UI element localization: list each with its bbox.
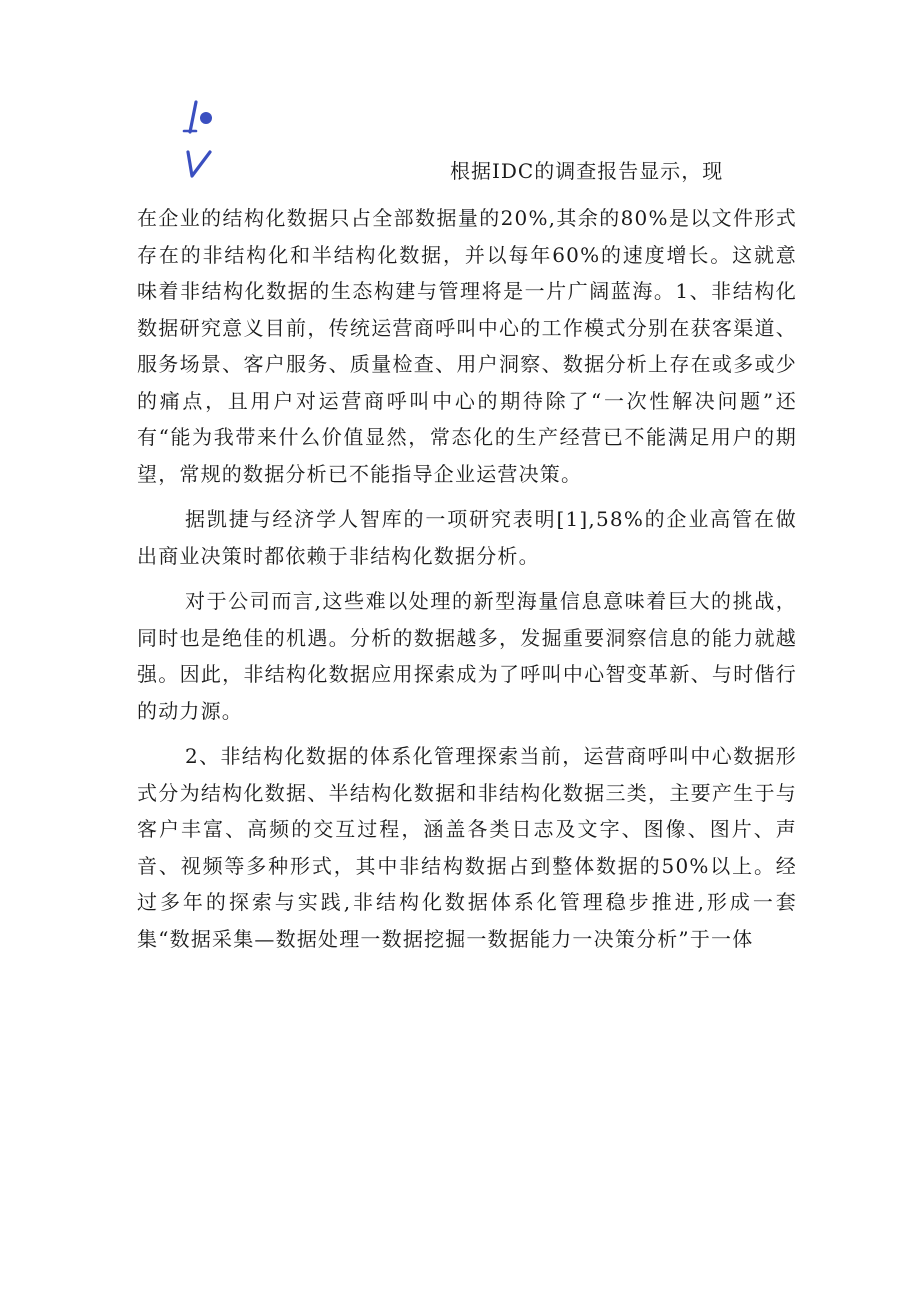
paragraph-4: 2、非结构化数据的体系化管理探索当前，运营商呼叫中心数据形式分为结构化数据、半结构化数据和非结构化数据三类，主要产生于与客户丰富、高频的交互过程，涵盖各类日志及文字、图像、图片、声音、视频等多种形式，其中非结构数据占到整体数据的50%以上。经过多年的探索与实践,非结构化数据体系化管理稳步推进,形成一套集“数据采集—数据处理一数据挖掘一数据能力一决策分析”于一体 [137,744,797,951]
document-body [137,200,797,957]
paragraph-1: 在企业的结构化数据只占全部数据量的20%,其余的80%是以文件形式存在的非结构化和半结构化数据，并以每年60%的速度增长。这就意味着非结构化数据的生态构建与管理将是一片广阔蓝海。1、非结构化数据研究意义目前，传统运营商呼叫中心的工作模式分别在获客渠道、服务场景、客户服务、质量检查、用户洞察、数据分析上存在或多或少的痛点，且用户对运营商呼叫中心的期待除了“一次性解决问题”还有“能为我带来什么价值显然，常态化的生产经营已不能满足用户的期望，常规的数据分析已不能指导企业运营决策。 [137,206,797,486]
paragraph-lead-line: 根据IDC的调查报告显示，现 [450,159,724,183]
paragraph-2: 据凯捷与经济学人智库的一项研究表明[1],58%的企业高管在做出商业决策时都依赖于非结构化数据分析。 [137,507,797,568]
paragraph-3: 对于公司而言,这些难以处理的新型海量信息意味着巨大的挑战，同时也是绝佳的机遇。分析的数据越多，发掘重要洞察信息的能力就越强。因此，非结构化数据应用探索成为了呼叫中心智变革新、与时偕行的动力源。 [137,589,797,723]
document-logo-mark-icon [182,100,222,180]
